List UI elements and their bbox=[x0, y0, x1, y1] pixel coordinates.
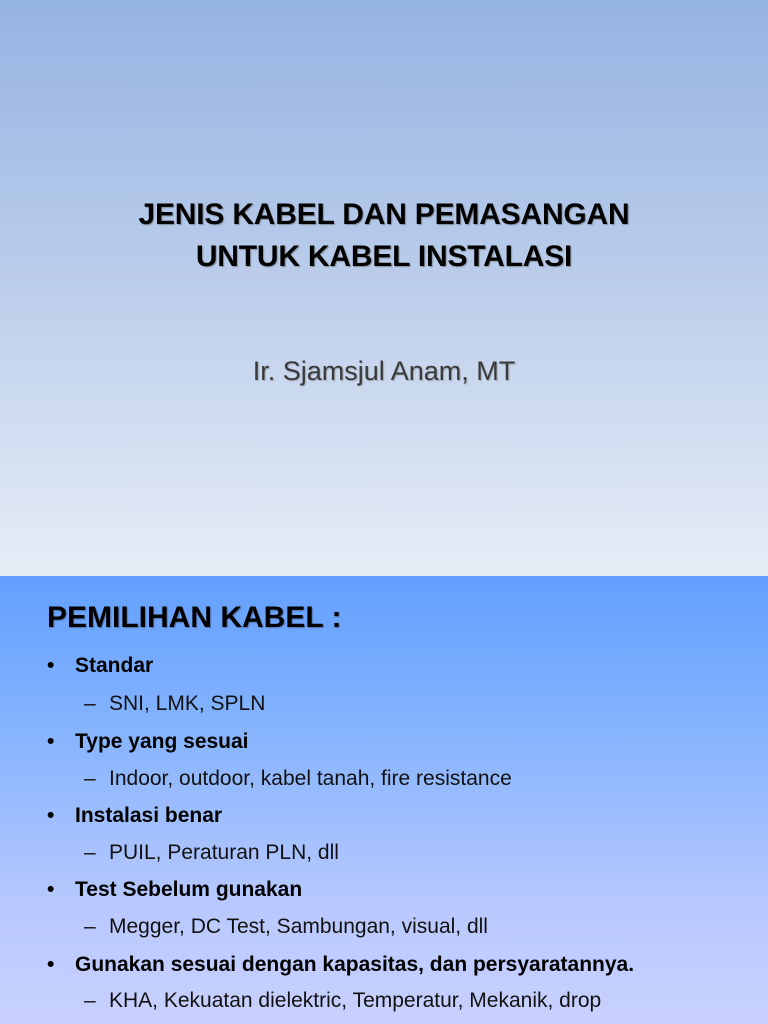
sub-item bbox=[84, 987, 601, 1015]
sub-item-text: KHA, Kekuatan dielektric, Temperatur, Mekanik, drop bbox=[109, 989, 602, 1012]
slide-title-line-1: JENIS KABEL DAN PEMASANGAN bbox=[138, 198, 630, 231]
sub-item-text: SNI, LMK, SPLN bbox=[109, 692, 266, 715]
bullet-icon: • bbox=[47, 953, 55, 976]
sub-item-text: Megger, DC Test, Sambungan, visual, dll bbox=[109, 915, 488, 938]
dash-icon: – bbox=[84, 989, 96, 1012]
list-item-label: Test Sebelum gunakan bbox=[75, 878, 303, 901]
slide-title-line-2: UNTUK KABEL INSTALASI bbox=[195, 240, 573, 273]
list-item bbox=[47, 951, 634, 979]
sub-item-text: Indoor, outdoor, kabel tanah, fire resistance bbox=[109, 767, 512, 790]
list-item bbox=[47, 876, 302, 904]
list-item-label: Gunakan sesuai dengan kapasitas, dan persyaratannya. bbox=[75, 953, 635, 976]
dash-icon: – bbox=[84, 915, 96, 938]
sub-item bbox=[84, 690, 265, 718]
content-slide bbox=[0, 576, 768, 1024]
dash-icon: – bbox=[84, 767, 96, 790]
bullet-icon: • bbox=[47, 730, 55, 753]
sub-item bbox=[84, 913, 488, 941]
sub-item-text: PUIL, Peraturan PLN, dll bbox=[109, 841, 339, 864]
list-item-label: Standar bbox=[75, 654, 154, 677]
slide-title bbox=[0, 194, 768, 278]
dash-icon: – bbox=[84, 692, 96, 715]
sub-item bbox=[84, 839, 339, 867]
list-item bbox=[47, 728, 249, 756]
bullet-icon: • bbox=[47, 654, 55, 677]
slide-author: Ir. Sjamsjul Anam, MT bbox=[252, 356, 516, 386]
list-item-label: Instalasi benar bbox=[75, 804, 223, 827]
section-title: PEMILIHAN KABEL : bbox=[47, 601, 342, 634]
sub-item bbox=[84, 765, 512, 793]
list-item bbox=[47, 652, 153, 680]
list-item bbox=[47, 802, 222, 830]
bullet-icon: • bbox=[47, 804, 55, 827]
bullet-icon: • bbox=[47, 878, 55, 901]
dash-icon: – bbox=[84, 841, 96, 864]
list-item-label: Type yang sesuai bbox=[75, 730, 249, 753]
